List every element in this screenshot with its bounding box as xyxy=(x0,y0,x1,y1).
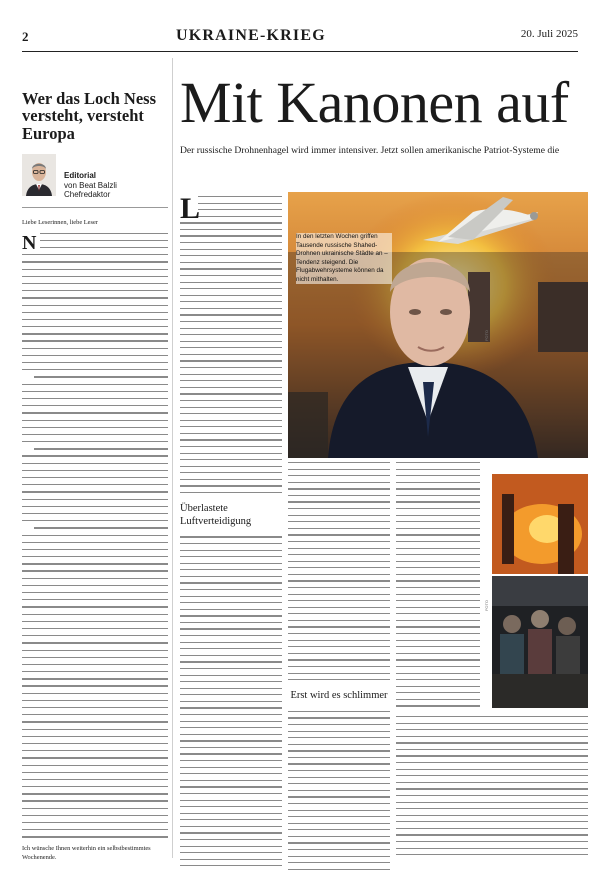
editorial-role: Chefredaktor xyxy=(64,189,111,199)
article-column-3-lower xyxy=(396,716,588,861)
editorial-greeting: Liebe Leserinnen, liebe Leser xyxy=(22,219,98,227)
photo-credit-main: FOTO xyxy=(484,330,489,342)
putin-drone-photo xyxy=(288,192,588,458)
editorial-kicker: Editorial xyxy=(64,171,97,181)
editorial-column xyxy=(22,90,168,863)
column-divider xyxy=(172,58,173,858)
photo-caption: In den letzten Wochen griffen Tausende russische Shahed-Drohnen ukrainische Städte an – Tendenz steigend. Die Flugabwehrsysteme können da nicht mithalten. xyxy=(296,233,392,284)
section-title: UKRAINE-KRIEG xyxy=(176,27,326,44)
subhead-worse-first: Erst wird es schlimmer xyxy=(290,690,388,702)
issue-date: 20. Juli 2025 xyxy=(520,28,578,40)
subhead-overloaded-air-defence: Überlastete Luftverteidigung xyxy=(180,503,252,527)
editorial-body xyxy=(22,233,168,838)
editorial-author: von Beat Balzli xyxy=(64,180,117,190)
page-number: 2 xyxy=(22,29,29,44)
editorial-title: Wer das Loch Ness versteht, versteht Europa xyxy=(22,89,156,143)
editorial-closing: Ich wünsche Ihnen weiterhin ein selbstbestimmtes Wochenende. xyxy=(22,844,151,862)
article-column-1 xyxy=(180,192,282,872)
article-column-3 xyxy=(396,462,480,712)
article-column-2 xyxy=(288,462,390,872)
article-headline: Mit Kanonen auf xyxy=(180,74,569,132)
editorial-drop-cap: N xyxy=(22,231,37,254)
author-portrait xyxy=(22,154,56,196)
article-standfirst: Der russische Drohnenhagel wird immer intensiver. Jetzt sollen amerikanische Patriot-Systeme die xyxy=(180,145,560,156)
header-rule xyxy=(22,51,578,52)
article-drop-cap: L xyxy=(180,192,201,225)
editorial-byline xyxy=(22,154,168,199)
shelter-fire-photos xyxy=(492,474,588,708)
editorial-divider xyxy=(22,207,168,208)
photo-credit-side: FOTO xyxy=(484,600,489,612)
